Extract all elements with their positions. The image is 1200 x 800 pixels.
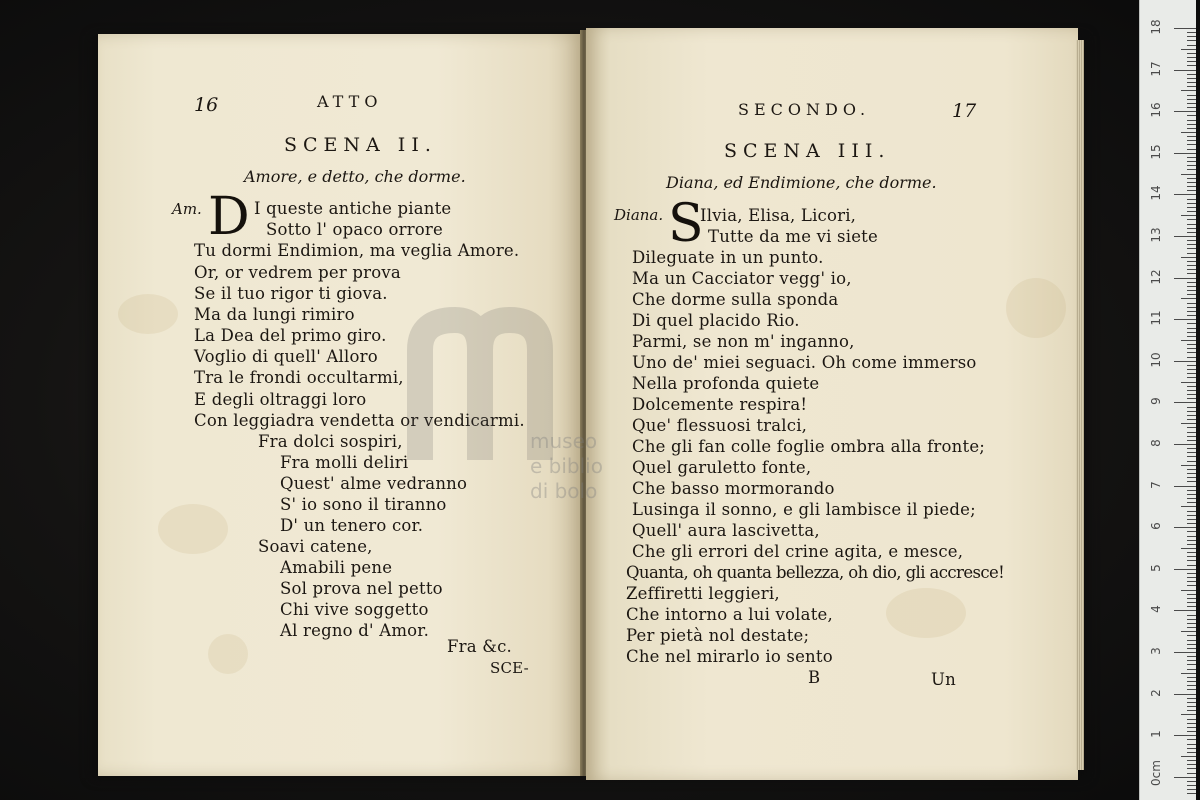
ruler-label: 2 (1149, 688, 1163, 697)
verse-line: Quest' alme vedranno (280, 474, 468, 493)
ruler-label: 5 (1149, 563, 1163, 572)
verse-line: Quanta, oh quanta bellezza, oh dio, gli accresce! (626, 563, 1005, 582)
ruler-tick (1187, 440, 1196, 441)
ruler-tick (1187, 540, 1196, 541)
ruler-label: 15 (1149, 144, 1163, 160)
ruler-tick (1181, 423, 1196, 424)
ruler-tick (1187, 261, 1196, 262)
ruler-tick (1187, 664, 1196, 665)
running-head-left: ATTO (317, 92, 383, 111)
verse-line: Tra le frondi occultarmi, (194, 368, 404, 387)
ruler-tick (1187, 456, 1196, 457)
ruler-tick (1187, 648, 1196, 649)
ruler-tick (1174, 194, 1196, 195)
ruler-tick (1187, 311, 1196, 312)
ruler-tick (1187, 303, 1196, 304)
paper-stain (118, 294, 178, 334)
ruler-tick (1187, 768, 1196, 769)
ruler-tick (1187, 469, 1196, 470)
ruler-tick (1187, 161, 1196, 162)
ruler-tick (1187, 619, 1196, 620)
ruler-tick (1187, 565, 1196, 566)
speaker-right: Diana. (614, 206, 664, 224)
ruler-tick (1174, 70, 1196, 71)
ruler-tick (1187, 744, 1196, 745)
ruler-tick (1181, 714, 1196, 715)
scene-subtitle-right: Diana, ed Endimione, che dorme. (666, 173, 937, 192)
ruler-tick (1187, 502, 1196, 503)
ruler-label: 3 (1149, 647, 1163, 655)
ruler-tick (1187, 739, 1196, 740)
page-number-left: 16 (194, 94, 219, 116)
measuring-ruler (1139, 0, 1196, 800)
verse-line: Ilvia, Elisa, Licori, (700, 206, 857, 225)
ruler-tick (1187, 232, 1196, 233)
ruler-tick (1187, 560, 1196, 561)
ruler-label: 16 (1149, 102, 1163, 118)
ruler-tick (1187, 615, 1196, 616)
ruler-tick (1187, 494, 1196, 495)
ruler-tick (1181, 548, 1196, 549)
ruler-label: 0cm (1149, 759, 1163, 786)
ruler-tick (1187, 36, 1196, 37)
ruler-tick (1187, 332, 1196, 333)
ruler-tick (1187, 294, 1196, 295)
ruler-label: 17 (1149, 60, 1163, 77)
ruler-tick (1187, 307, 1196, 308)
ruler-tick (1187, 419, 1196, 420)
ruler-tick (1187, 640, 1196, 641)
scene-title-right: SCENA III. (724, 140, 891, 162)
ruler-label: 18 (1149, 19, 1163, 35)
paper-stain (158, 504, 228, 554)
ruler-tick (1187, 269, 1196, 270)
ruler-tick (1187, 45, 1196, 46)
ruler-tick (1187, 282, 1196, 283)
ruler-tick (1187, 78, 1196, 79)
ruler-tick (1187, 635, 1196, 636)
ruler-tick (1187, 523, 1196, 524)
ruler-tick (1187, 685, 1196, 686)
watermark-text: di bolo (530, 479, 598, 503)
ruler-tick (1187, 369, 1196, 370)
verse-line: Soavi catene, (258, 537, 373, 556)
ruler-tick (1174, 735, 1196, 736)
verse-line: Sol prova nel petto (280, 579, 443, 598)
ruler-tick (1187, 107, 1196, 108)
ruler-tick (1187, 473, 1196, 474)
ruler-tick (1187, 606, 1196, 607)
ruler-tick (1187, 240, 1196, 241)
paper-stain (208, 634, 248, 674)
ruler-tick (1187, 577, 1196, 578)
ruler-tick (1174, 694, 1196, 695)
right-page (586, 28, 1078, 780)
watermark-text: museo (530, 429, 598, 453)
verse-line: Parmi, se non m' inganno, (632, 332, 855, 351)
verse-line: Dileguate in un punto. (632, 248, 824, 267)
ruler-tick (1187, 581, 1196, 582)
ruler-tick (1187, 140, 1196, 141)
ruler-tick (1187, 82, 1196, 83)
ruler-tick (1187, 415, 1196, 416)
ruler-tick (1187, 764, 1196, 765)
ruler-tick (1187, 394, 1196, 395)
ruler-tick (1187, 182, 1196, 183)
verse-line: Or, or vedrem per prova (194, 263, 401, 282)
verse-line: Che gli errori del crine agita, e mesce, (632, 542, 964, 561)
ruler-tick (1187, 120, 1196, 121)
ruler-tick (1187, 224, 1196, 225)
ruler-tick (1187, 265, 1196, 266)
ruler-tick (1187, 411, 1196, 412)
ruler-label: 13 (1149, 227, 1163, 243)
ruler-tick (1181, 506, 1196, 507)
ruler-tick (1187, 336, 1196, 337)
ruler-tick (1174, 319, 1196, 320)
ruler-tick (1187, 95, 1196, 96)
verse-line: Sotto l' opaco orrore (266, 220, 443, 239)
ruler-tick (1181, 590, 1196, 591)
verse-line: Tu dormi Endimion, ma veglia Amore. (194, 241, 520, 260)
ruler-tick (1181, 132, 1196, 133)
ruler-tick (1187, 511, 1196, 512)
ruler-tick (1187, 689, 1196, 690)
paper-stain (886, 588, 966, 638)
verse-line: Con leggiadra vendetta or vendicarmi. (194, 411, 525, 430)
ruler-tick (1174, 402, 1196, 403)
ruler-tick (1187, 785, 1196, 786)
ruler-tick (1187, 536, 1196, 537)
ruler-tick (1181, 215, 1196, 216)
scene-title-left: SCENA II. (284, 134, 437, 156)
verse-line: Ma da lungi rimiro (194, 305, 355, 324)
verse-line: Lusinga il sonno, e gli lambisce il piede; (632, 500, 976, 519)
verse-line: Che basso mormorando (632, 479, 835, 498)
ruler-tick (1187, 623, 1196, 624)
ruler-tick (1187, 169, 1196, 170)
ruler-tick (1187, 211, 1196, 212)
repeat-cue: Fra &c. (447, 637, 512, 656)
verse-line: S' io sono il tiranno (280, 495, 447, 514)
ruler-label: 12 (1149, 268, 1163, 285)
verse-line: Che nel mirarlo io sento (626, 647, 833, 666)
ruler-label: 8 (1149, 439, 1163, 447)
ruler-tick (1187, 253, 1196, 254)
verse-line: Que' flessuosi tralci, (632, 416, 808, 435)
ruler-tick (1187, 544, 1196, 545)
ruler-tick (1187, 461, 1196, 462)
ruler-tick (1174, 569, 1196, 570)
ruler-tick (1181, 340, 1196, 341)
verse-line: Di quel placido Rio. (632, 311, 800, 330)
ruler-tick (1187, 203, 1196, 204)
ruler-tick (1181, 673, 1196, 674)
ruler-tick (1187, 602, 1196, 603)
verse-line: Dolcemente respira! (632, 395, 808, 414)
ruler-tick (1187, 515, 1196, 516)
page-number-right: 17 (952, 100, 977, 122)
ruler-tick (1187, 357, 1196, 358)
ruler-tick (1187, 656, 1196, 657)
ruler-tick (1187, 436, 1196, 437)
catchword-left: SCE- (490, 659, 529, 677)
ruler-tick (1174, 361, 1196, 362)
ruler-tick (1187, 773, 1196, 774)
ruler-label: 10 (1149, 352, 1163, 368)
ruler-tick (1187, 760, 1196, 761)
ruler-tick (1174, 486, 1196, 487)
verse-line: Uno de' miei seguaci. Oh come immerso (632, 353, 977, 372)
page-edges (1076, 40, 1084, 770)
verse-line: Fra dolci sospiri, (258, 432, 403, 451)
ruler-tick (1187, 552, 1196, 553)
ruler-tick (1187, 573, 1196, 574)
catchword-right: Un (931, 670, 956, 689)
drop-cap-right: S (668, 194, 704, 254)
ruler-tick (1187, 348, 1196, 349)
ruler-tick (1187, 207, 1196, 208)
ruler-tick (1187, 328, 1196, 329)
ruler-tick (1187, 789, 1196, 790)
ruler-label: 1 (1149, 730, 1163, 739)
ruler-tick (1187, 752, 1196, 753)
verse-line: Quell' aura lascivetta, (632, 521, 820, 540)
ruler-label: 7 (1149, 480, 1163, 489)
ruler-label: 4 (1149, 605, 1163, 614)
ruler-tick (1187, 352, 1196, 353)
ruler-tick (1174, 527, 1196, 528)
verse-line: E degli oltraggi loro (194, 390, 367, 409)
ruler-tick (1174, 610, 1196, 611)
ruler-tick (1187, 32, 1196, 33)
ruler-tick (1187, 128, 1196, 129)
ruler-tick (1187, 136, 1196, 137)
scene-subtitle-left: Amore, e detto, che dorme. (244, 167, 466, 186)
ruler-tick (1187, 781, 1196, 782)
verse-line: Al regno d' Amor. (280, 621, 430, 640)
ruler-tick (1187, 115, 1196, 116)
verse-line: Che gli fan colle foglie ombra alla fronte; (632, 437, 986, 456)
ruler-tick (1187, 157, 1196, 158)
ruler-label: 14 (1149, 185, 1163, 202)
verse-line: Che intorno a lui volate, (626, 605, 833, 624)
ruler-tick (1187, 432, 1196, 433)
ruler-tick (1181, 382, 1196, 383)
ruler-tick (1187, 594, 1196, 595)
ruler-tick (1187, 481, 1196, 482)
ruler-tick (1187, 248, 1196, 249)
ruler-tick (1187, 53, 1196, 54)
ruler-tick (1187, 178, 1196, 179)
ruler-tick (1174, 278, 1196, 279)
verse-line: La Dea del primo giro. (194, 326, 387, 345)
ruler-tick (1187, 190, 1196, 191)
ruler-label: 6 (1149, 522, 1163, 531)
ruler-tick (1187, 585, 1196, 586)
speaker-left: Am. (172, 200, 202, 218)
ruler-tick (1187, 719, 1196, 720)
ruler-tick (1187, 723, 1196, 724)
ruler-tick (1187, 452, 1196, 453)
verse-line: Fra molli deliri (280, 453, 409, 472)
verse-line: Nella profonda quiete (632, 374, 820, 393)
drop-cap-left: D (208, 187, 250, 247)
ruler-tick (1187, 386, 1196, 387)
ruler-tick (1187, 490, 1196, 491)
verse-line: Amabili pene (280, 558, 393, 577)
verse-line: I queste antiche piante (254, 199, 452, 218)
ruler-tick (1187, 99, 1196, 100)
verse-line: Ma un Cacciator vegg' io, (632, 269, 852, 288)
verse-line: Zeffiretti leggieri, (626, 584, 780, 603)
verse-line: Quel garuletto fonte, (632, 458, 812, 477)
ruler-tick (1187, 219, 1196, 220)
ruler-tick (1187, 669, 1196, 670)
ruler-tick (1174, 444, 1196, 445)
ruler-tick (1181, 756, 1196, 757)
ruler-tick (1187, 228, 1196, 229)
ruler-tick (1187, 65, 1196, 66)
ruler-tick (1187, 706, 1196, 707)
ruler-tick (1187, 74, 1196, 75)
verse-line: D' un tenero cor. (280, 516, 424, 535)
ruler-tick (1181, 174, 1196, 175)
ruler-tick (1187, 315, 1196, 316)
ruler-tick (1187, 344, 1196, 345)
ruler-tick (1187, 144, 1196, 145)
ruler-tick (1187, 660, 1196, 661)
running-head-right: SECONDO. (738, 100, 871, 119)
ruler-tick (1187, 731, 1196, 732)
ruler-tick (1187, 727, 1196, 728)
ruler-tick (1187, 365, 1196, 366)
ruler-tick (1187, 677, 1196, 678)
ruler-tick (1181, 465, 1196, 466)
ruler-tick (1187, 702, 1196, 703)
ruler-label: 9 (1149, 397, 1163, 406)
ruler-tick (1187, 40, 1196, 41)
ruler-tick (1174, 236, 1196, 237)
ruler-tick (1174, 111, 1196, 112)
ruler-tick (1187, 373, 1196, 374)
ruler-tick (1187, 477, 1196, 478)
verse-line: Per pietà nol destate; (626, 626, 810, 645)
ruler-tick (1174, 28, 1196, 29)
ruler-tick (1187, 627, 1196, 628)
ruler-tick (1187, 748, 1196, 749)
ruler-tick (1187, 86, 1196, 87)
watermark-text: e biblio (530, 454, 603, 478)
ruler-tick (1187, 186, 1196, 187)
ruler-tick (1187, 103, 1196, 104)
ruler-tick (1187, 244, 1196, 245)
ruler-tick (1187, 199, 1196, 200)
ruler-tick (1187, 149, 1196, 150)
ruler-tick (1187, 710, 1196, 711)
ruler-tick (1187, 390, 1196, 391)
ruler-tick (1187, 165, 1196, 166)
ruler-tick (1187, 286, 1196, 287)
ruler-tick (1187, 407, 1196, 408)
paper-stain (1006, 278, 1066, 338)
verse-line: Voglio di quell' Alloro (194, 347, 378, 366)
ruler-tick (1187, 61, 1196, 62)
ruler-tick (1187, 793, 1196, 794)
ruler-tick (1181, 90, 1196, 91)
ruler-tick (1187, 644, 1196, 645)
ruler-label: 11 (1149, 310, 1163, 326)
ruler-tick (1187, 448, 1196, 449)
ruler-tick (1187, 556, 1196, 557)
ruler-tick (1174, 777, 1196, 778)
verse-line: Chi vive soggetto (280, 600, 429, 619)
ruler-tick (1181, 49, 1196, 50)
signature-mark: B (808, 668, 821, 687)
ruler-tick (1187, 323, 1196, 324)
ruler-tick (1187, 398, 1196, 399)
ruler-tick (1187, 698, 1196, 699)
ruler-tick (1181, 298, 1196, 299)
ruler-tick (1174, 652, 1196, 653)
ruler-tick (1187, 598, 1196, 599)
ruler-tick (1181, 257, 1196, 258)
ruler-tick (1187, 519, 1196, 520)
ruler-tick (1187, 531, 1196, 532)
ruler-tick (1181, 631, 1196, 632)
ruler-tick (1187, 290, 1196, 291)
verse-line: Che dorme sulla sponda (632, 290, 839, 309)
ruler-tick (1187, 124, 1196, 125)
ruler-tick (1187, 377, 1196, 378)
ruler-tick (1187, 498, 1196, 499)
ruler-tick (1174, 153, 1196, 154)
ruler-tick (1187, 273, 1196, 274)
verse-line: Se il tuo rigor ti giova. (194, 284, 388, 303)
ruler-tick (1187, 57, 1196, 58)
ruler-tick (1187, 681, 1196, 682)
ruler-tick (1187, 427, 1196, 428)
verse-line: Tutte da me vi siete (708, 227, 878, 246)
